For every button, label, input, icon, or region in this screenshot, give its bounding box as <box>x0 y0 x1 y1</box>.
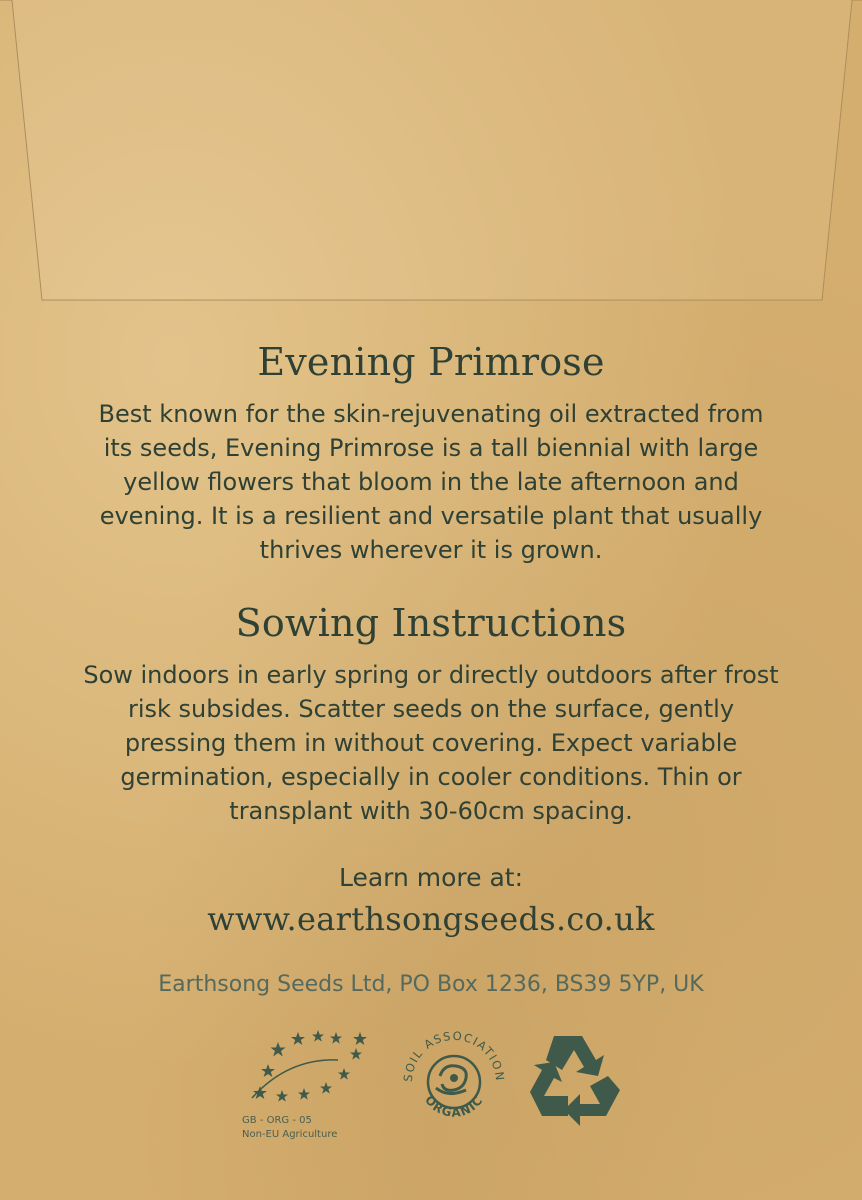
eu-organic-logo <box>238 1028 388 1148</box>
eu-organic-label: Non-EU Agriculture <box>242 1129 338 1140</box>
website-link[interactable]: www.earthsongseeds.co.uk <box>207 900 655 938</box>
sowing-heading-block <box>0 601 862 645</box>
soil-association-bottom-text: ORGANIC <box>422 1092 486 1120</box>
product-title: Evening Primrose <box>257 340 605 384</box>
soil-association-icon <box>398 1024 510 1136</box>
envelope-flap <box>0 0 862 310</box>
recycle-logo <box>524 1030 626 1130</box>
product-description-block <box>0 397 862 567</box>
sowing-instructions-block <box>0 658 862 828</box>
sowing-heading: Sowing Instructions <box>235 601 627 645</box>
eu-organic-leaf-icon <box>238 1028 388 1118</box>
soil-association-logo <box>398 1024 510 1136</box>
product-title-block <box>0 340 862 384</box>
company-address: Earthsong Seeds Ltd, PO Box 1236, BS39 5YP, UK <box>158 972 704 997</box>
sowing-instructions: Sow indoors in early spring or directly outdoors after frost risk subsides. Scatter seeds on the surface, gently pressing them in without covering. Expect variable germination, especially in cooler conditions. Thin or transplant with 30-60cm spacing. <box>83 661 779 825</box>
learn-more-label: Learn more at: <box>338 863 524 892</box>
soil-association-top-text: SOIL ASSOCIATION <box>400 1028 508 1083</box>
recycle-icon <box>524 1030 626 1130</box>
eu-organic-code: GB - ORG - 05 <box>242 1115 312 1126</box>
product-description: Best known for the skin-rejuvenating oil extracted from its seeds, Evening Primrose is a tall biennial with large yellow flowers that bloom in the late afternoon and evening. It is a resilient and versatile plant that usually thrives wherever it is grown. <box>98 400 764 564</box>
